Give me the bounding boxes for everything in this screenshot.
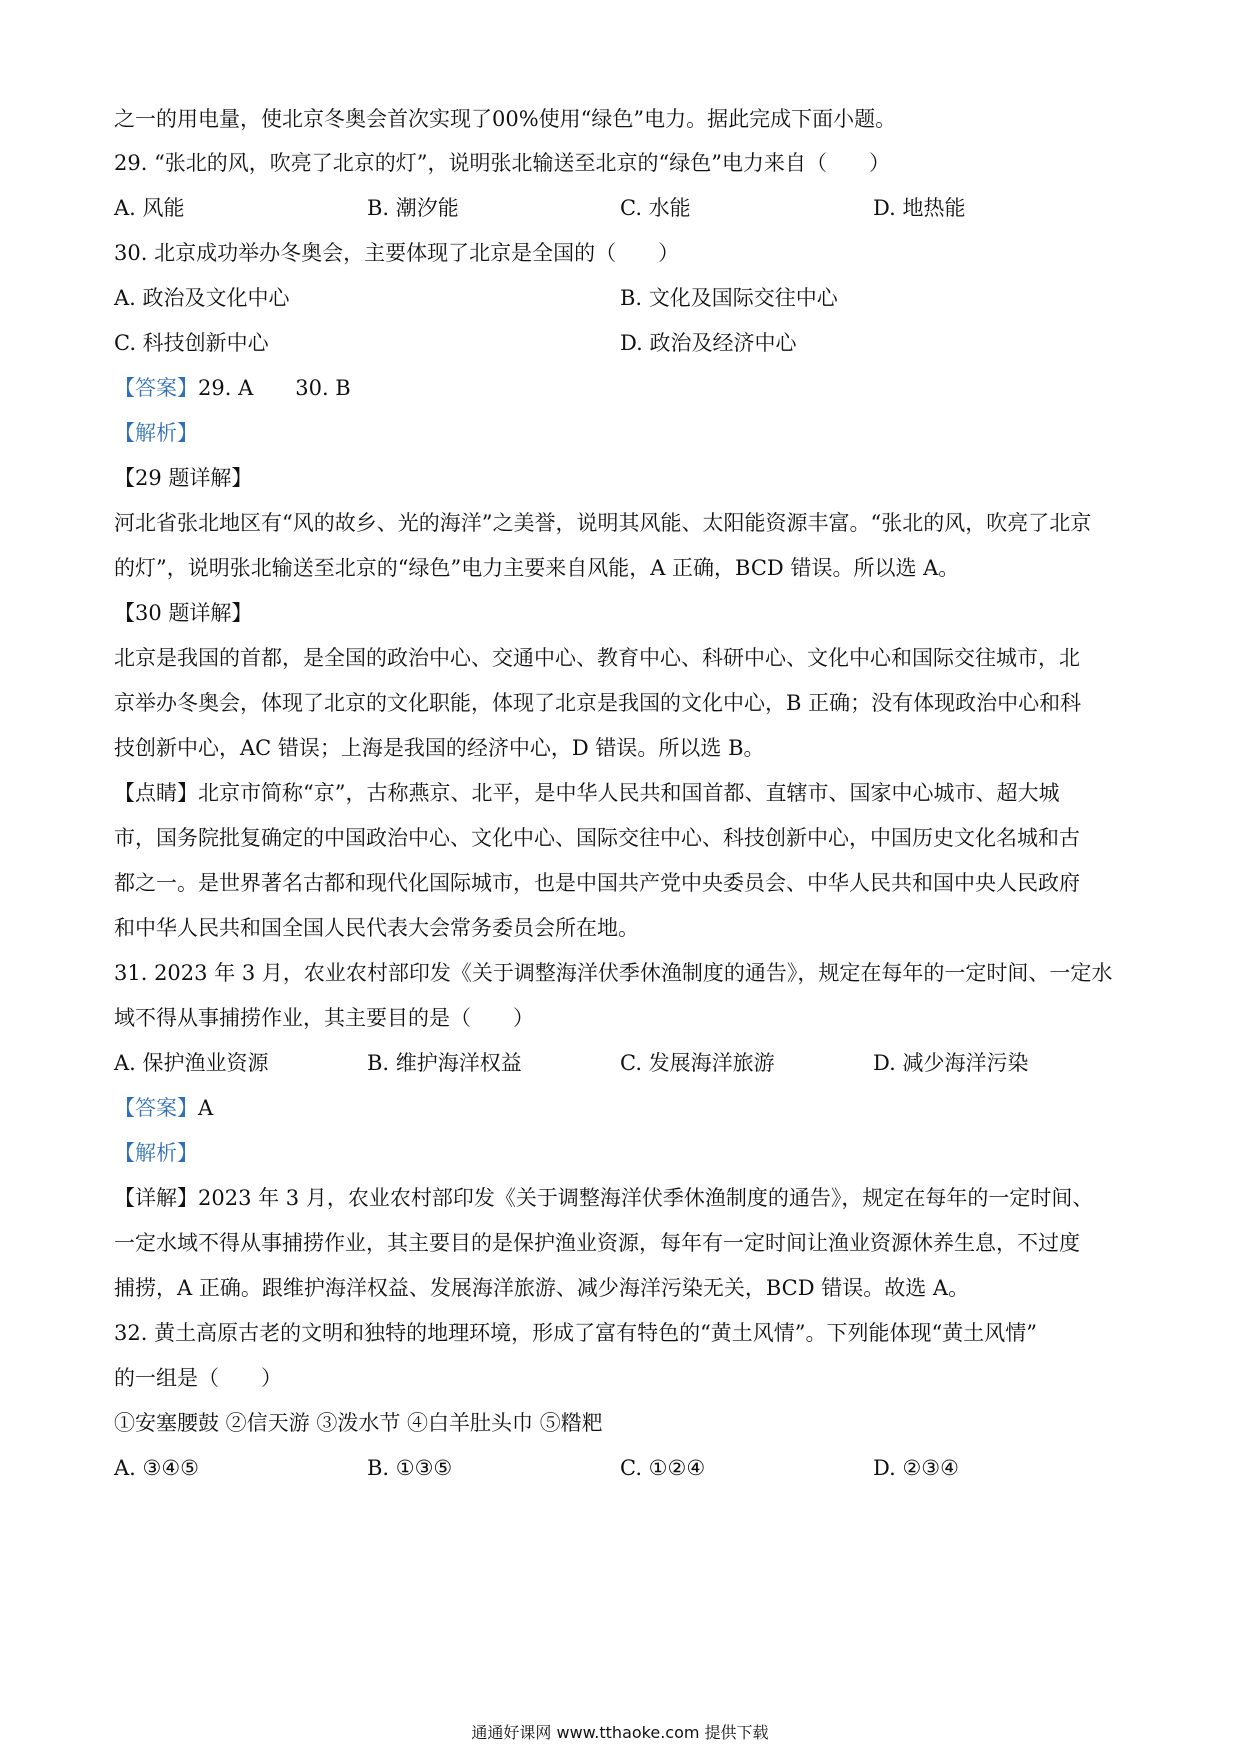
q29-detail-title: 【29 题详解】 bbox=[114, 466, 253, 490]
q30-option-c: C. 科技创新中心 bbox=[114, 331, 269, 355]
q30-option-d: D. 政治及经济中心 bbox=[620, 331, 797, 355]
q31-detail-line: 【详解】2023 年 3 月，农业农村部印发《关于调整海洋伏季休渔制度的通告》，规定在每年的一定时间、 bbox=[114, 1186, 1094, 1210]
q31-option-b: B. 维护海洋权益 bbox=[367, 1051, 522, 1075]
q29-detail-line: 的灯”，说明张北输送至北京的“绿色”电力主要来自风能，A 正确，BCD 错误。所以选 A。 bbox=[114, 556, 960, 580]
intro-line: 之一的用电量，使北京冬奥会首次实现了00%使用“绿色”电力。据此完成下面小题。 bbox=[114, 107, 897, 131]
q32-option-c: C. ①②④ bbox=[620, 1456, 706, 1480]
question-32-cont: 的一组是（ ） bbox=[114, 1366, 282, 1390]
answer-text: 29. A 30. B bbox=[198, 376, 351, 400]
q29-option-c: C. 水能 bbox=[620, 196, 691, 220]
answer-tag: 【答案】 bbox=[114, 1096, 198, 1120]
q31-detail-line: 一定水域不得从事捕捞作业，其主要目的是保护渔业资源，每年有一定时间让渔业资源休养生息，不过度 bbox=[114, 1231, 1080, 1255]
question-31: 31. 2023 年 3 月，农业农村部印发《关于调整海洋伏季休渔制度的通告》，规定在每年的一定时间、一定水 bbox=[114, 961, 1113, 985]
answer-text: A bbox=[198, 1096, 214, 1120]
q29-option-a: A. 风能 bbox=[114, 196, 185, 220]
answer-tag: 【答案】 bbox=[114, 376, 198, 400]
dianjing-line: 都之一。是世界著名古都和现代化国际城市，也是中国共产党中央委员会、中华人民共和国中央人民政府 bbox=[114, 871, 1080, 895]
q29-detail-line: 河北省张北地区有“风的故乡、光的海洋”之美誉，说明其风能、太阳能资源丰富。“张北的风，吹亮了北京 bbox=[114, 511, 1092, 535]
q30-detail-line: 北京是我国的首都，是全国的政治中心、交通中心、教育中心、科研中心、文化中心和国际交往城市，北 bbox=[114, 646, 1080, 670]
q31-detail-line: 捕捞，A 正确。跟维护海洋权益、发展海洋旅游、减少海洋污染无关，BCD 错误。故选 A。 bbox=[114, 1276, 970, 1300]
question-32: 32. 黄土高原古老的文明和独特的地理环境，形成了富有特色的“黄土风情”。下列能体现“黄土风情” bbox=[114, 1321, 1038, 1345]
q32-option-b: B. ①③⑤ bbox=[367, 1456, 453, 1480]
q32-option-a: A. ③④⑤ bbox=[114, 1456, 199, 1480]
q30-detail-title: 【30 题详解】 bbox=[114, 601, 253, 625]
page-footer: 通通好课网 www.tthaoke.com 提供下载 bbox=[471, 1723, 769, 1742]
answer-line-2 bbox=[114, 1093, 213, 1123]
answer-line-1 bbox=[114, 373, 351, 403]
analysis-tag: 【解析】 bbox=[114, 421, 198, 445]
q30-option-b: B. 文化及国际交往中心 bbox=[620, 286, 838, 310]
dianjing-line: 【点睛】北京市简称“京”，古称燕京、北平，是中华人民共和国首都、直辖市、国家中心城市、超大城 bbox=[114, 781, 1060, 805]
question-31-cont: 域不得从事捕捞作业，其主要目的是（ ） bbox=[114, 1006, 534, 1030]
analysis-tag: 【解析】 bbox=[114, 1141, 198, 1165]
q29-option-d: D. 地热能 bbox=[873, 196, 966, 220]
dianjing-line: 和中华人民共和国全国人民代表大会常务委员会所在地。 bbox=[114, 916, 639, 940]
question-29: 29. “张北的风，吹亮了北京的灯”，说明张北输送至北京的“绿色”电力来自（ ） bbox=[114, 151, 891, 175]
q32-option-d: D. ②③④ bbox=[873, 1456, 959, 1480]
q29-option-b: B. 潮汐能 bbox=[367, 196, 459, 220]
q30-option-a: A. 政治及文化中心 bbox=[114, 286, 290, 310]
q30-detail-line: 技创新中心，AC 错误；上海是我国的经济中心，D 错误。所以选 B。 bbox=[114, 736, 765, 760]
q31-option-a: A. 保护渔业资源 bbox=[114, 1051, 269, 1075]
q30-detail-line: 京举办冬奥会，体现了北京的文化职能，体现了北京是我国的文化中心，B 正确；没有体现政治中心和科 bbox=[114, 691, 1082, 715]
q31-option-c: C. 发展海洋旅游 bbox=[620, 1051, 775, 1075]
question-32-items: ①安塞腰鼓 ②信天游 ③泼水节 ④白羊肚头巾 ⑤糌粑 bbox=[114, 1411, 603, 1435]
q31-option-d: D. 减少海洋污染 bbox=[873, 1051, 1029, 1075]
dianjing-line: 市，国务院批复确定的中国政治中心、文化中心、国际交往中心、科技创新中心，中国历史文化名城和古 bbox=[114, 826, 1080, 850]
question-30: 30. 北京成功举办冬奥会，主要体现了北京是全国的（ ） bbox=[114, 241, 680, 265]
